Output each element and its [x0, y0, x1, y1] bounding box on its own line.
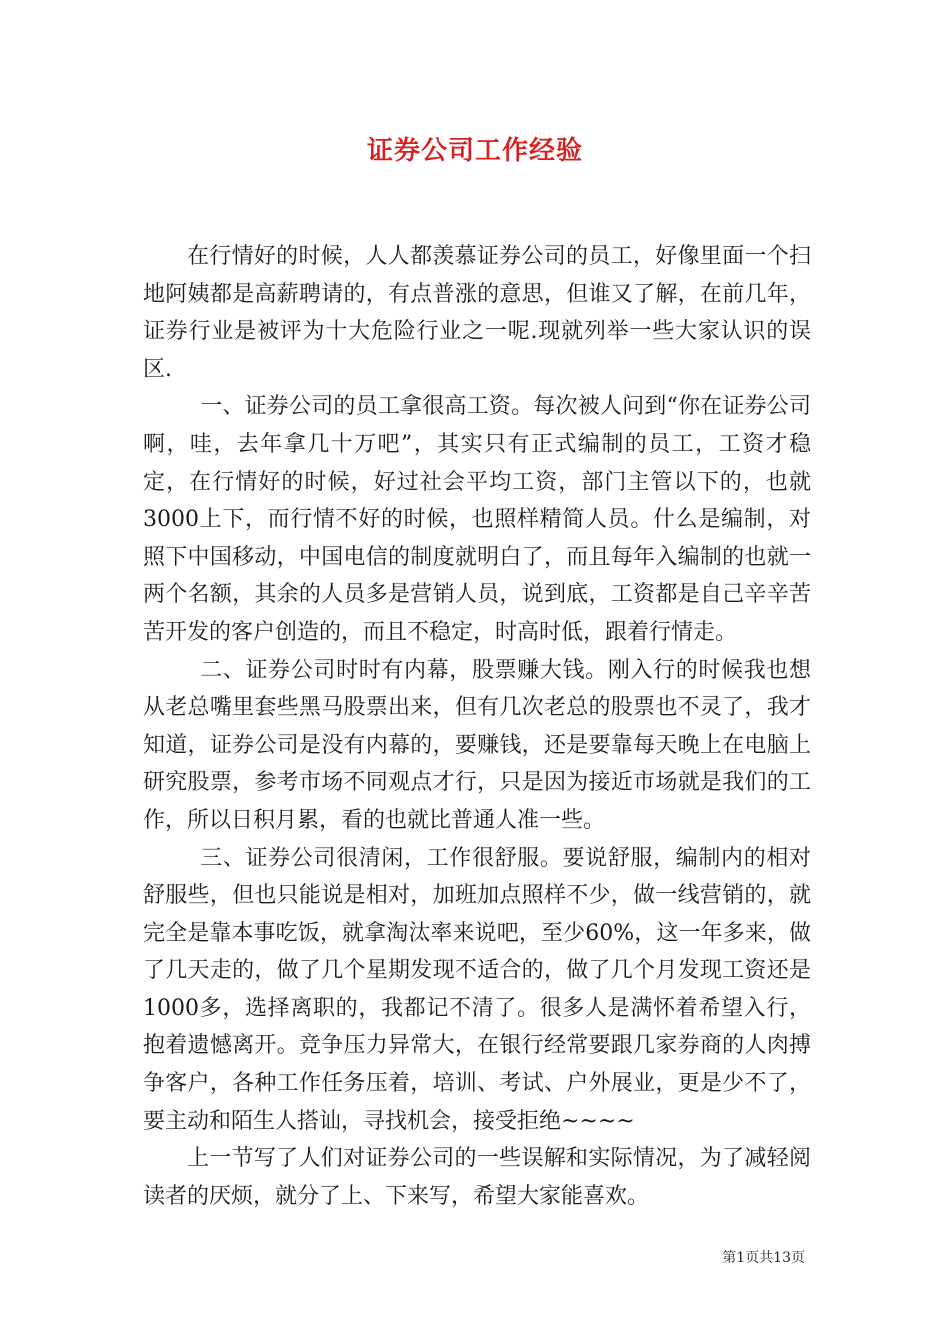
document-title: 证券公司工作经验	[366, 136, 583, 166]
paragraph-myth-3: 三、证券公司很清闲，工作很舒服。要说舒服，编制内的相对舒服些，但也只能说是相对，加班加点照样不少，做一线营销的，就完全是靠本事吃饭，就拿淘汰率来说吧，至少60%，这一年多来，做了几天走的，做了几个星期发现不适合的，做了几个月发现工资还是1000多，选择离职的，我都记不清了。很多人是满怀着希望入行，抱着遗憾离开。竞争压力异常大，在银行经常要跟几家券商的人肉搏争客户，各种工作任务压着，培训、考试、户外展业，更是少不了，要主动和陌生人搭讪，寻找机会，接受拒绝~~~~	[143, 845, 811, 1134]
paragraph-myth-2: 二、证券公司时时有内幕，股票赚大钱。刚入行的时候我也想从老总嘴里套些黑马股票出来，但有几次老总的股票也不灵了，我才知道，证券公司是没有内幕的，要赚钱，还是要靠每天晚上在电脑上研究股票，参考市场不同观点才行，只是因为接近市场就是我们的工作，所以日积月累，看的也就比普通人准一些。	[143, 657, 811, 833]
paragraph-closing: 上一节写了人们对证券公司的一些误解和实际情况，为了减轻阅读者的厌烦，就分了上、下来写，希望大家能喜欢。	[143, 1146, 811, 1209]
paragraph-myth-1: 一、证券公司的员工拿很高工资。每次被人问到“你在证券公司啊，哇，去年拿几十万吧”，其实只有正式编制的员工，工资才稳定，在行情好的时候，好过社会平均工资，部门主管以下的，也就3000上下，而行情不好的时候，也照样精简人员。什么是编制，对照下中国移动，中国电信的制度就明白了，而且每年入编制的也就一两个名额，其余的人员多是营销人员，说到底，工资都是自己辛辛苦苦开发的客户创造的，而且不稳定，时高时低，跟着行情走。	[143, 394, 811, 645]
paragraph-intro: 在行情好的时候，人人都羡慕证券公司的员工，好像里面一个扫地阿姨都是高薪聘请的，有点普涨的意思，但谁又了解，在前几年，证券行业是被评为十大危险行业之一呢.现就列举一些大家认识的误区.	[143, 244, 811, 382]
page-number-footer: 第1页共13页	[722, 1250, 805, 1266]
document-body	[143, 238, 811, 1215]
